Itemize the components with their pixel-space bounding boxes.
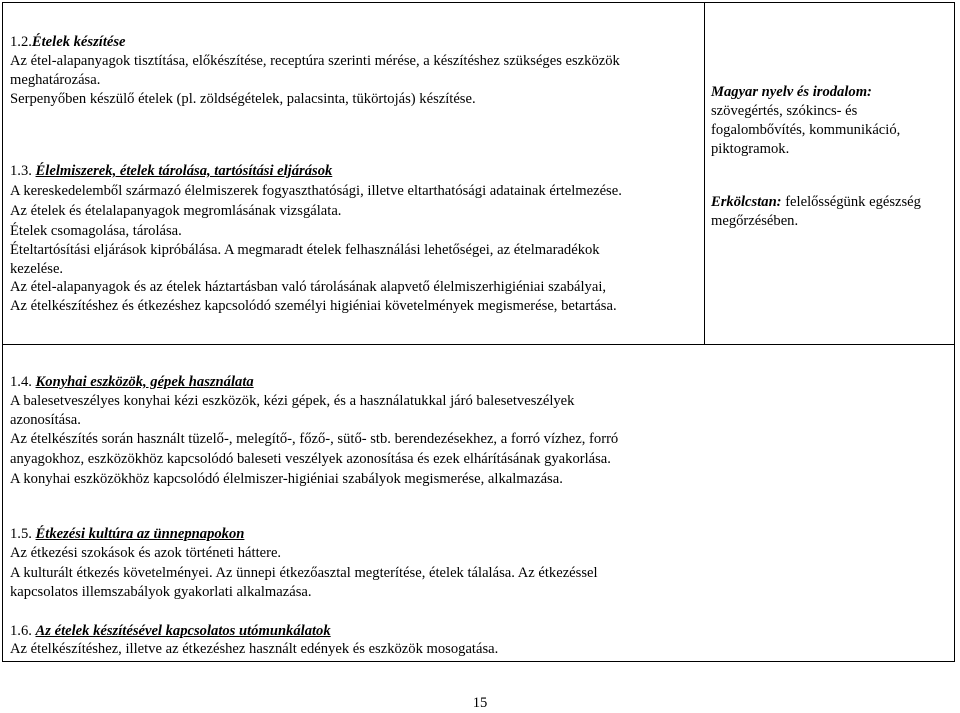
section-1-3-heading	[10, 162, 332, 181]
section-title: Konyhai eszközök, gépek használata	[35, 374, 254, 390]
text-line: Ételtartósítási eljárások kipróbálása. A megmaradt ételek felhasználási lehetőségei, az ételmaradékok	[10, 242, 600, 258]
content-cell-main	[2, 2, 705, 345]
text-line: Az ételkészítéshez, illetve az étkezéshez használt edények és eszközök mosogatása.	[10, 641, 499, 657]
section-title: Étkezési kultúra az ünnepnapokon	[35, 526, 245, 542]
text-line: Az étel-alapanyagok és az ételek háztartásban való tárolásának alapvető élelmiszerhigiéniai szabályai,	[10, 279, 607, 295]
text-line: Serpenyőben készülő ételek (pl. zöldségételek, palacsinta, tükörtojás) készítése.	[10, 91, 476, 107]
section-number: 1.3.	[10, 163, 32, 179]
content-cell-side	[704, 2, 955, 345]
text-line: kapcsolatos illemszabályok gyakorlati alkalmazása.	[10, 584, 312, 600]
side-erkolcstan-line	[711, 193, 921, 212]
text-line: kezelése.	[10, 261, 64, 277]
section-title: Az ételek készítésével kapcsolatos utómunkálatok	[35, 623, 331, 639]
text-line: Az ételek és ételalapanyagok megromlásának vizsgálata.	[10, 203, 342, 219]
section-1-4-heading	[10, 373, 254, 392]
text-line: meghatározása.	[10, 72, 101, 88]
text-fragment: felelősségünk egészség	[781, 194, 921, 210]
text-line: Az étel-alapanyagok tisztítása, előkészítése, receptúra szerinti mérése, a készítéshez szükséges eszközök	[10, 53, 620, 69]
section-title: Ételek készítése	[31, 34, 126, 50]
text-line: Ételek csomagolása, tárolása.	[10, 223, 182, 239]
text-line: Az ételkészítés során használt tüzelő-, melegítő-, főző-, sütő- stb. berendezésekhez, a forró vízhez, forró	[10, 431, 619, 447]
text-line: fogalombővítés, kommunikáció,	[711, 122, 901, 138]
section-title: Élelmiszerek, ételek tárolása, tartósítási eljárások	[35, 163, 333, 179]
text-line: piktogramok.	[711, 141, 790, 157]
section-number: 1.4.	[10, 374, 32, 390]
section-1-6-heading	[10, 622, 331, 641]
section-1-2-heading	[10, 33, 126, 52]
section-1-5-heading	[10, 525, 244, 544]
section-number: 1.5.	[10, 526, 32, 542]
section-number: 1.2.	[10, 34, 32, 50]
subject-label: Erkölcstan:	[711, 194, 782, 210]
text-line: anyagokhoz, eszközökhöz kapcsolódó baleseti veszélyek azonosítása és ezek elhárításának gyakorlása.	[10, 451, 611, 467]
text-line: A kereskedelemből származó élelmiszerek fogyaszthatósági, illetve eltarthatósági adatainak értelmezése.	[10, 183, 622, 199]
text-line: megőrzésében.	[711, 213, 799, 229]
page-number: 15	[472, 695, 488, 711]
text-line: A kulturált étkezés követelményei. Az ünnepi étkezőasztal megterítése, ételek tálalása. Az étkezéssel	[10, 565, 598, 581]
subject-label: Magyar nyelv és irodalom:	[711, 84, 872, 100]
section-number: 1.6.	[10, 623, 32, 639]
text-line: A konyhai eszközökhöz kapcsolódó élelmiszer-higiéniai szabályok megismerése, alkalmazása.	[10, 471, 563, 487]
text-line: szövegértés, szókincs- és	[711, 103, 858, 119]
side-magyar-heading	[711, 83, 872, 102]
text-line: Az ételkészítéshez és étkezéshez kapcsolódó személyi higiéniai követelmények megismerése, betartása.	[10, 298, 617, 314]
text-line: A balesetveszélyes konyhai kézi eszközök, kézi gépek, és a használatukkal járó balesetveszélyek	[10, 393, 575, 409]
text-line: Az étkezési szokások és azok történeti háttere.	[10, 545, 282, 561]
text-line: azonosítása.	[10, 412, 81, 428]
content-cell-bottom	[2, 344, 955, 662]
